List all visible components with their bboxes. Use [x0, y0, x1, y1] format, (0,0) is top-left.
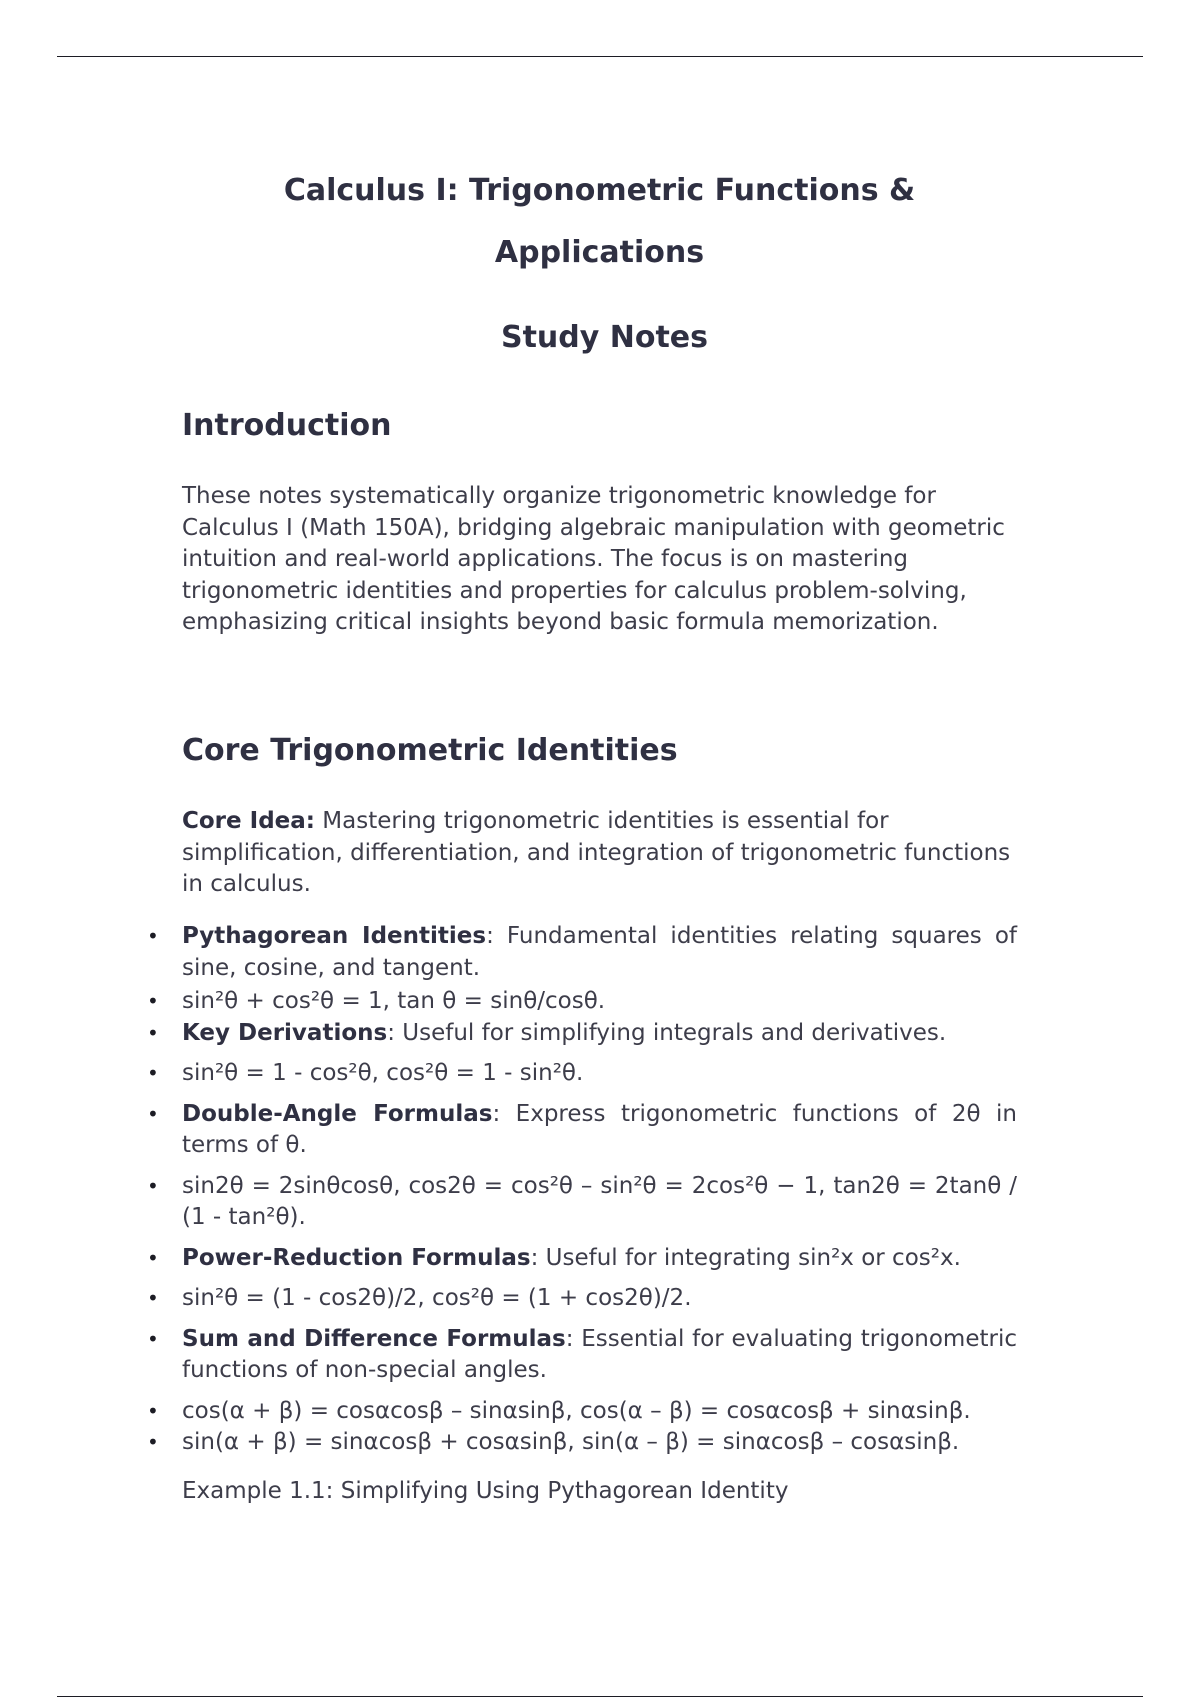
- list-item-text: : Useful for integrating sin²x or cos²x.: [530, 1244, 961, 1271]
- list-item: [182, 1018, 1017, 1050]
- list-item: [182, 1283, 1017, 1315]
- introduction-paragraph: These notes systematically organize trigonometric knowledge for Calculus I (Math 150A), bridging algebraic manipulation with geometric intuition and real-world applications. The focus is on mastering trigonometric identities and properties for calculus problem-solving, emphasizing critical insights beyond basic formula memorization.: [182, 483, 1005, 635]
- list-item-text: sin²θ + cos²θ = 1, tan θ = sinθ/cosθ.: [182, 988, 606, 1014]
- list-item-text: : Fundamental identities relating squares of sine, cosine, and tangent.: [182, 923, 1017, 981]
- list-item-text: : Essential for evaluating trigonometric functions of non-special angles.: [182, 1325, 1017, 1383]
- introduction-heading: Introduction: [182, 408, 392, 443]
- list-item-text: sin²θ = 1 - cos²θ, cos²θ = 1 - sin²θ.: [182, 1060, 584, 1086]
- list-item: [182, 1099, 1017, 1162]
- title-line-1: Calculus I: Trigonometric Functions &: [283, 173, 916, 208]
- page-subtitle: Study Notes: [500, 320, 709, 355]
- list-item-text: sin2θ = 2sinθcosθ, cos2θ = cos²θ – sin²θ = 2cos²θ − 1, tan2θ = 2tanθ / (1 - tan²θ).: [182, 1172, 1017, 1230]
- list-item: [182, 1171, 1017, 1234]
- list-item: [182, 1427, 1017, 1459]
- identities-list: [182, 921, 1017, 1459]
- core-idea-paragraph: [182, 806, 1017, 901]
- list-item-text: sin(α + β) = sinαcosβ + cosαsinβ, sin(α – β) = sinαcosβ – cosαsinβ.: [182, 1429, 960, 1455]
- list-item: [182, 1396, 1017, 1428]
- top-rule: [57, 56, 1143, 57]
- core-identities-heading: Core Trigonometric Identities: [182, 733, 678, 768]
- list-item: [182, 1324, 1017, 1387]
- bottom-rule: [57, 1696, 1143, 1697]
- list-item-label: Key Derivations: [182, 1019, 388, 1046]
- list-item-text: : Useful for simplifying integrals and derivatives.: [387, 1019, 947, 1046]
- list-item-label: Sum and Difference Formulas: [182, 1325, 566, 1352]
- list-item-label: Double-Angle Formulas: [182, 1100, 493, 1127]
- list-item-label: Power-Reduction Formulas: [182, 1244, 531, 1271]
- title-line-2: Applications: [494, 235, 705, 270]
- list-item-text: sin²θ = (1 - cos2θ)/2, cos²θ = (1 + cos2θ)/2.: [182, 1285, 692, 1311]
- example-heading: Example 1.1: Simplifying Using Pythagorean Identity: [182, 1478, 789, 1504]
- core-idea-label: Core Idea:: [182, 808, 315, 834]
- list-item: [182, 1058, 1017, 1090]
- list-item-label: Pythagorean Identities: [182, 923, 487, 949]
- list-item-text: cos(α + β) = cosαcosβ – sinαsinβ, cos(α – β) = cosαcosβ + sinαsinβ.: [182, 1397, 971, 1424]
- list-item: [182, 921, 1017, 984]
- page-title: [182, 160, 1017, 284]
- list-item: [182, 1243, 1017, 1275]
- list-item-text: : Express trigonometric functions of 2θ in terms of θ.: [182, 1100, 1018, 1158]
- list-item: [182, 986, 1017, 1018]
- core-idea-text: Mastering trigonometric identities is essential for simplification, differentiation, and integration of trigonometric functions in calculus.: [182, 808, 1011, 897]
